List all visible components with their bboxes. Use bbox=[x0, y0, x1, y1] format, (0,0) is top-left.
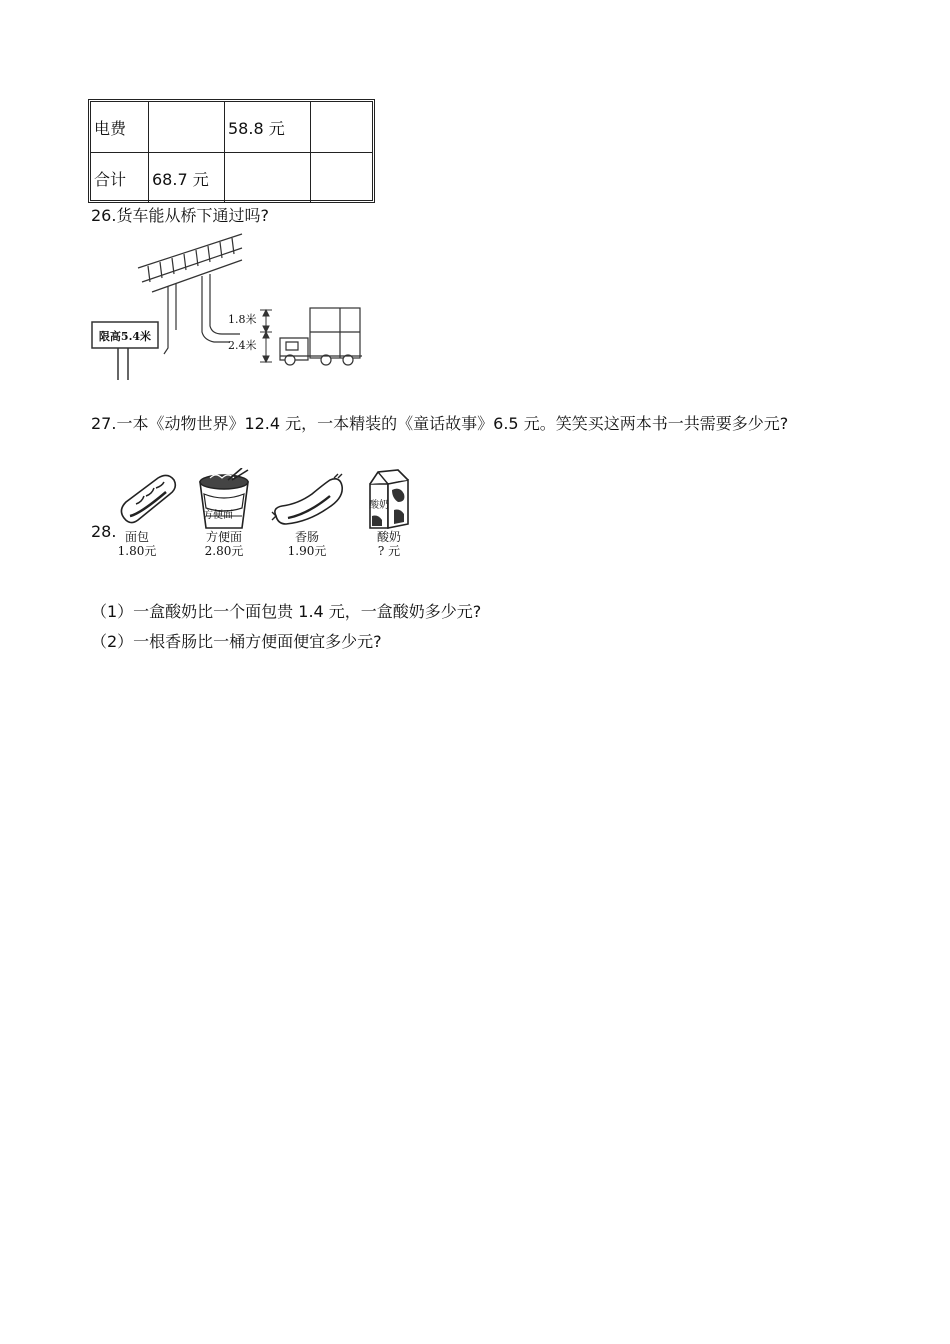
food-name-noodles: 方便面 bbox=[205, 530, 242, 544]
table-cell: 电费 bbox=[91, 102, 149, 152]
dimension-lower-label: 2.4米 bbox=[228, 339, 257, 352]
food-price-figure bbox=[110, 466, 420, 566]
yogurt-carton-label: 酸奶 bbox=[369, 500, 389, 511]
table-cell bbox=[311, 153, 372, 203]
food-price-yogurt: ? 元 bbox=[377, 544, 401, 558]
food-name-bread: 面包 bbox=[124, 530, 149, 544]
question-26-text: 26.货车能从桥下通过吗? bbox=[91, 206, 269, 225]
bridge-illustration bbox=[90, 230, 380, 390]
height-limit-sign: 限高5.4米 bbox=[98, 330, 152, 343]
food-price-sausage: 1.90元 bbox=[287, 544, 327, 558]
table-cell: 合计 bbox=[91, 153, 149, 203]
table-cell bbox=[225, 153, 311, 203]
dimension-upper-label: 1.8米 bbox=[228, 313, 257, 326]
question-28-number: 28. bbox=[91, 522, 117, 541]
bridge-truck-figure bbox=[90, 230, 380, 390]
table-cell: 58.8 元 bbox=[225, 102, 311, 152]
table-row bbox=[91, 102, 372, 152]
question-28-sub2: （2）一根香肠比一桶方便面便宜多少元? bbox=[91, 632, 382, 651]
table-cell bbox=[311, 102, 372, 152]
food-price-bread: 1.80元 bbox=[117, 544, 157, 558]
food-name-sausage: 香肠 bbox=[294, 530, 319, 544]
question-27-text: 27.一本《动物世界》12.4 元，一本精装的《童话故事》6.5 元。笑笑买这两本书一共需要多少元? bbox=[91, 414, 789, 433]
truck-icon bbox=[280, 308, 362, 365]
table-row bbox=[91, 152, 372, 203]
table-cell: 68.7 元 bbox=[149, 153, 225, 203]
bread-icon bbox=[116, 474, 178, 524]
food-price-noodles: 2.80元 bbox=[204, 544, 244, 558]
question-28-sub1: （1）一盒酸奶比一个面包贵 1.4 元，一盒酸奶多少元? bbox=[91, 602, 482, 621]
table-cell bbox=[149, 102, 225, 152]
food-name-yogurt: 酸奶 bbox=[376, 530, 401, 544]
noodle-cup-label: 方便面 bbox=[203, 510, 233, 521]
sausage-icon bbox=[268, 472, 348, 528]
fee-table bbox=[88, 99, 375, 203]
